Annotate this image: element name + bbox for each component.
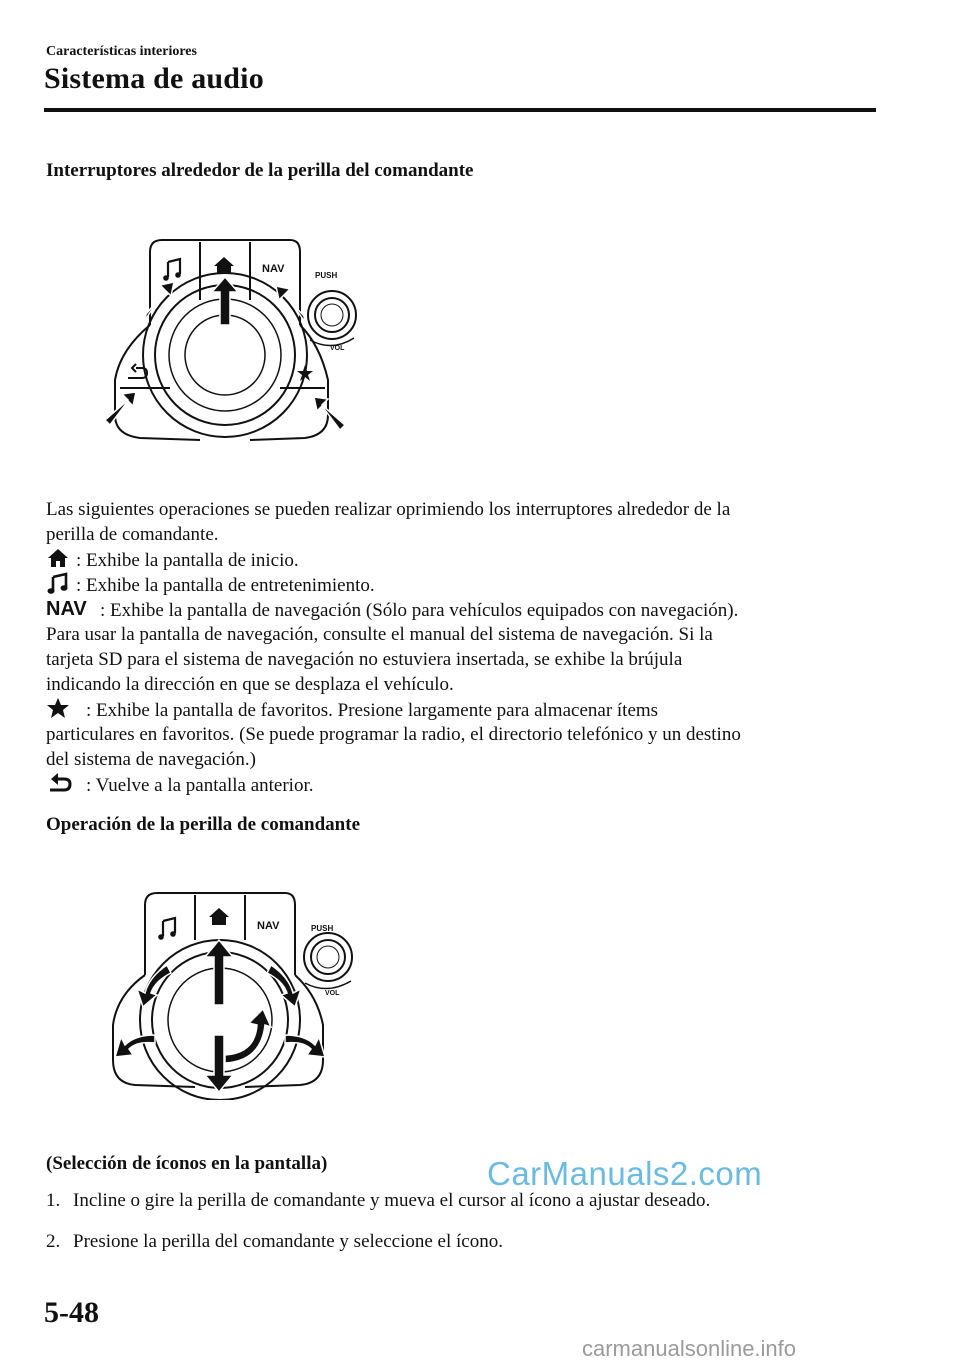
arrow-home bbox=[212, 277, 238, 325]
home-icon bbox=[209, 908, 229, 925]
star-icon bbox=[46, 697, 80, 719]
title-rule bbox=[44, 108, 876, 112]
intro-line-2: perilla de comandante. bbox=[46, 524, 219, 545]
item-nav-line-4: indicando la dirección en que se desplaza el vehículo. bbox=[46, 674, 454, 695]
item-home-text: : Exhibe la pantalla de inicio. bbox=[76, 550, 299, 571]
home-icon bbox=[214, 257, 234, 274]
music-note-icon bbox=[46, 572, 70, 594]
item-music-text: : Exhibe la pantalla de entretenimiento. bbox=[76, 575, 375, 596]
step-text: Incline o gire la perilla de comandante y mueva el cursor al ícono a ajustar deseado. bbox=[73, 1190, 711, 1211]
star-icon bbox=[297, 365, 313, 381]
commander-knob-operation-figure bbox=[105, 885, 385, 1100]
item-back-text: : Vuelve a la pantalla anterior. bbox=[86, 775, 314, 796]
breadcrumb: Características interiores bbox=[46, 44, 197, 59]
item-fav-line-3: del sistema de navegación.) bbox=[46, 749, 256, 770]
item-nav-line-2: Para usar la pantalla de navegación, consulte el manual del sistema de navegación. Si la bbox=[46, 624, 713, 645]
arrow-rotate bbox=[225, 1009, 271, 1063]
item-fav-text: : Exhibe la pantalla de favoritos. Presione largamente para almacenar ítems bbox=[86, 700, 659, 721]
step-number: 2. bbox=[46, 1231, 61, 1252]
vol-label: VOL bbox=[325, 990, 340, 997]
section-heading-knob-operation: Operación de la perilla de comandante bbox=[46, 814, 361, 835]
arrow-up bbox=[205, 940, 233, 1005]
section-heading-switches: Interruptores alrededor de la perilla del comandante bbox=[46, 160, 474, 181]
arrow-fav bbox=[314, 397, 345, 430]
page-title: Sistema de audio bbox=[44, 62, 264, 95]
item-fav bbox=[46, 697, 876, 722]
item-back bbox=[46, 772, 876, 797]
watermark-carmanualsonline: carmanualsonline.info bbox=[582, 1336, 797, 1361]
nav-icon bbox=[46, 597, 94, 619]
item-nav bbox=[46, 597, 876, 622]
arrow-tilt-left bbox=[115, 1035, 155, 1057]
arrow-back bbox=[105, 392, 136, 425]
intro-line-1: Las siguientes operaciones se pueden realizar oprimiendo los interruptores alrededor de la bbox=[46, 499, 731, 520]
subheading-icon-selection: (Selección de íconos en la pantalla) bbox=[46, 1153, 328, 1174]
push-label: PUSH bbox=[311, 924, 334, 933]
push-label: PUSH bbox=[315, 271, 338, 280]
item-home bbox=[46, 547, 876, 572]
nav-label: NAV bbox=[257, 920, 280, 932]
arrow-tilt-right bbox=[285, 1035, 325, 1057]
item-music bbox=[46, 572, 876, 597]
step-text: Presione la perilla del comandante y seleccione el ícono. bbox=[73, 1231, 503, 1252]
intro-paragraph bbox=[46, 497, 876, 797]
list-item bbox=[46, 1231, 503, 1253]
svg-text:NAV: NAV bbox=[46, 598, 87, 619]
step-number: 1. bbox=[46, 1190, 61, 1211]
list-item bbox=[46, 1190, 710, 1212]
item-nav-text: : Exhibe la pantalla de navegación (Sólo para vehículos equipados con navegación). bbox=[100, 600, 739, 621]
item-nav-line-3: tarjeta SD para el sistema de navegación no estuviera insertada, se exhibe la brújula bbox=[46, 649, 683, 670]
watermark-carmanuals2: CarManuals2.com bbox=[487, 1155, 763, 1192]
nav-label: NAV bbox=[262, 263, 285, 275]
back-arrow-icon bbox=[46, 772, 80, 794]
vol-label: VOL bbox=[330, 345, 345, 352]
home-icon bbox=[46, 547, 70, 569]
item-fav-line-2: particulares en favoritos. (Se puede programar la radio, el directorio telefónico y un destino bbox=[46, 724, 741, 745]
arrow-down bbox=[205, 1035, 233, 1092]
page-number: 5-48 bbox=[44, 1296, 99, 1329]
commander-switches-figure bbox=[100, 230, 380, 450]
